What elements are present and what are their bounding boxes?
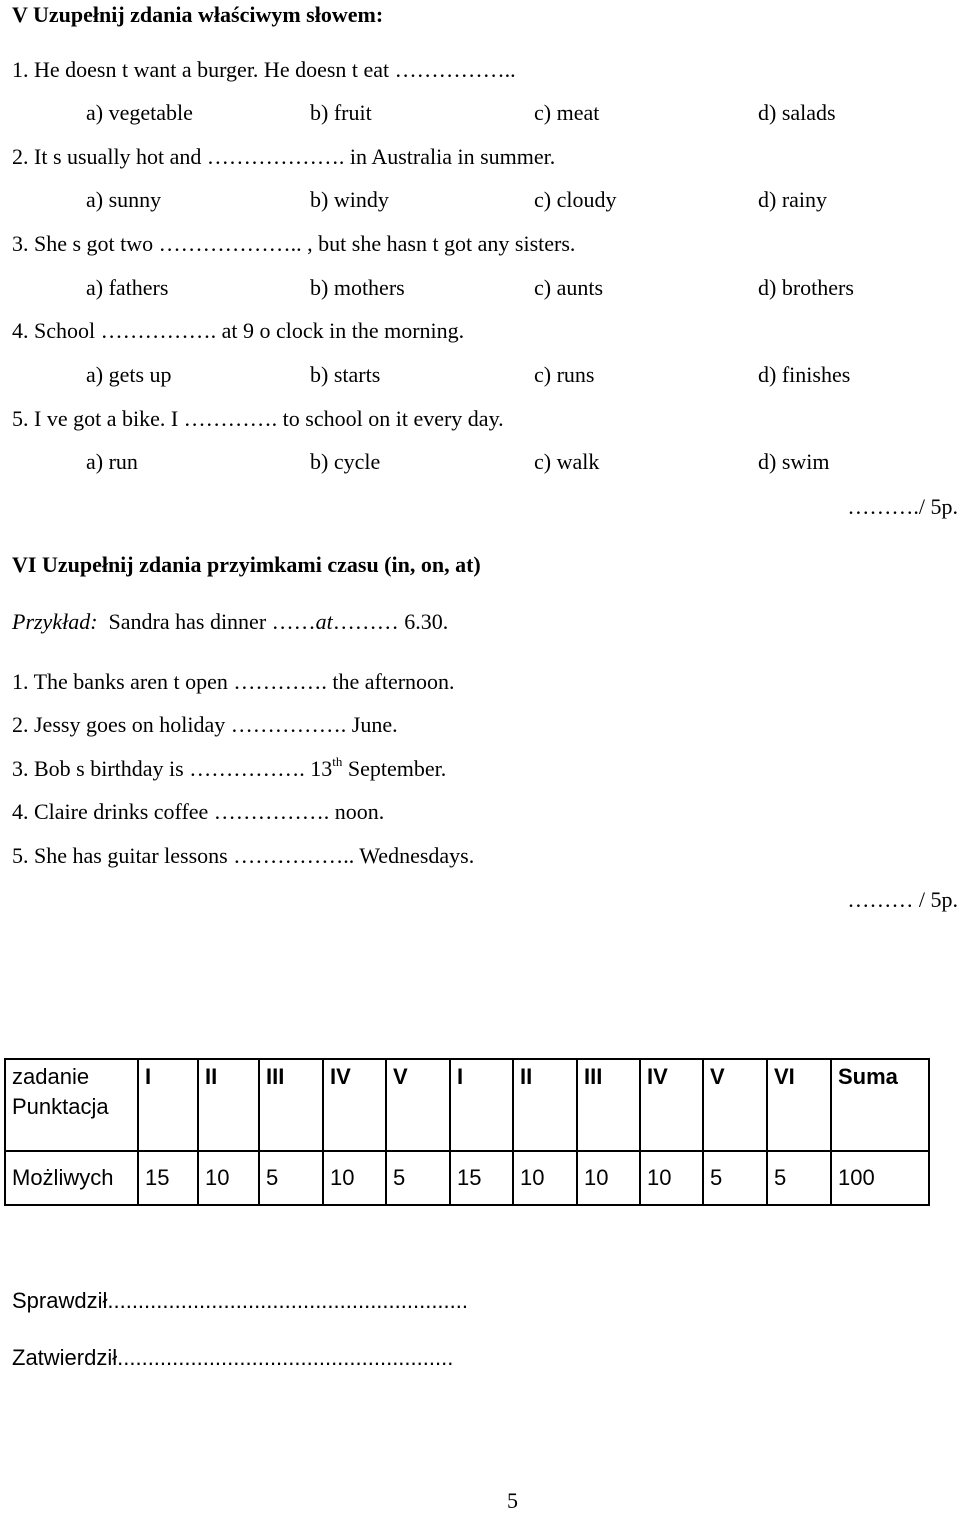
example-prefix: Sandra has dinner …… bbox=[108, 609, 316, 634]
max-points-cell: 10 bbox=[513, 1151, 577, 1205]
score-table bbox=[4, 1058, 930, 1206]
q5-option-a: a) run bbox=[86, 449, 138, 474]
prep-item-5: 5. She has guitar lessons …………….. Wednesdays. bbox=[12, 843, 475, 868]
max-points-cell: 15 bbox=[450, 1151, 513, 1205]
q3-option-c: c) aunts bbox=[534, 275, 604, 300]
example-line bbox=[12, 611, 448, 633]
label-punktacja: Punktacja bbox=[12, 1094, 109, 1119]
example-answer: at bbox=[315, 609, 333, 634]
approved-by-line: Zatwierdził....................................................... bbox=[12, 1345, 454, 1370]
prep-item-3 bbox=[12, 754, 447, 781]
task-header: IV bbox=[640, 1059, 703, 1151]
q1-option-b: b) fruit bbox=[310, 100, 372, 125]
q1-option-d: d) salads bbox=[758, 100, 836, 125]
question-4: 4. School ……………. at 9 o clock in the morning. bbox=[12, 318, 465, 343]
prep-item-3-post: September. bbox=[342, 756, 447, 781]
ordinal-suffix: th bbox=[332, 754, 343, 769]
example-label: Przykład: bbox=[12, 609, 98, 634]
prep-item-2: 2. Jessy goes on holiday ……………. June. bbox=[12, 712, 398, 737]
max-points-cell: 5 bbox=[767, 1151, 831, 1205]
score-table-header-row bbox=[5, 1059, 929, 1151]
q3-option-d: d) brothers bbox=[758, 275, 854, 300]
label-zadanie: zadanie bbox=[12, 1064, 90, 1089]
max-points-cell: 5 bbox=[703, 1151, 767, 1205]
q3-option-b: b) mothers bbox=[310, 275, 405, 300]
question-1: 1. He doesn t want a burger. He doesn t eat …………….. bbox=[12, 57, 516, 82]
task-header: II bbox=[198, 1059, 259, 1151]
task-header: I bbox=[138, 1059, 198, 1151]
q5-option-c: c) walk bbox=[534, 449, 600, 474]
task-header: III bbox=[577, 1059, 640, 1151]
section-5-score: ………./ 5p. bbox=[847, 494, 958, 519]
prep-item-3-pre: 3. Bob s birthday is ……………. 13 bbox=[12, 756, 333, 781]
max-points-total: 100 bbox=[831, 1151, 929, 1205]
q2-option-b: b) windy bbox=[310, 187, 389, 212]
question-2: 2. It s usually hot and ………………. in Australia in summer. bbox=[12, 144, 556, 169]
task-header: V bbox=[703, 1059, 767, 1151]
max-points-cell: 5 bbox=[259, 1151, 323, 1205]
task-header: I bbox=[450, 1059, 513, 1151]
q3-option-a: a) fathers bbox=[86, 275, 169, 300]
score-table-row-label bbox=[5, 1059, 138, 1151]
q4-option-d: d) finishes bbox=[758, 362, 851, 387]
max-points-cell: 15 bbox=[138, 1151, 198, 1205]
task-header: V bbox=[386, 1059, 450, 1151]
score-table-max-row bbox=[5, 1151, 929, 1205]
section-5-heading: V Uzupełnij zdania właściwym słowem: bbox=[12, 2, 384, 27]
task-header: VI bbox=[767, 1059, 831, 1151]
max-points-cell: 10 bbox=[198, 1151, 259, 1205]
task-header: II bbox=[513, 1059, 577, 1151]
max-points-cell: 10 bbox=[640, 1151, 703, 1205]
example-suffix: ……… 6.30. bbox=[332, 609, 449, 634]
question-3: 3. She s got two ……………….. , but she hasn t got any sisters. bbox=[12, 231, 576, 256]
max-points-cell: 10 bbox=[577, 1151, 640, 1205]
page-number: 5 bbox=[507, 1488, 518, 1513]
max-points-cell: 5 bbox=[386, 1151, 450, 1205]
section-6-score: ……… / 5p. bbox=[847, 887, 958, 912]
q2-option-d: d) rainy bbox=[758, 187, 828, 212]
q5-option-b: b) cycle bbox=[310, 449, 381, 474]
q2-option-a: a) sunny bbox=[86, 187, 162, 212]
q4-option-c: c) runs bbox=[534, 362, 595, 387]
q1-option-a: a) vegetable bbox=[86, 100, 193, 125]
q1-option-c: c) meat bbox=[534, 100, 600, 125]
max-points-cell: 10 bbox=[323, 1151, 386, 1205]
prep-item-4: 4. Claire drinks coffee ……………. noon. bbox=[12, 799, 385, 824]
checked-by-line: Sprawdził........................................................... bbox=[12, 1288, 468, 1313]
question-5: 5. I ve got a bike. I …………. to school on it every day. bbox=[12, 406, 504, 431]
task-header: IV bbox=[323, 1059, 386, 1151]
q5-option-d: d) swim bbox=[758, 449, 830, 474]
q2-option-c: c) cloudy bbox=[534, 187, 617, 212]
section-6-heading: VI Uzupełnij zdania przyimkami czasu (in, on, at) bbox=[12, 552, 481, 577]
sum-header: Suma bbox=[831, 1059, 929, 1151]
prep-item-1: 1. The banks aren t open …………. the afternoon. bbox=[12, 669, 455, 694]
q4-option-a: a) gets up bbox=[86, 362, 172, 387]
task-header: III bbox=[259, 1059, 323, 1151]
label-mozliwych: Możliwych bbox=[5, 1151, 138, 1205]
q4-option-b: b) starts bbox=[310, 362, 381, 387]
